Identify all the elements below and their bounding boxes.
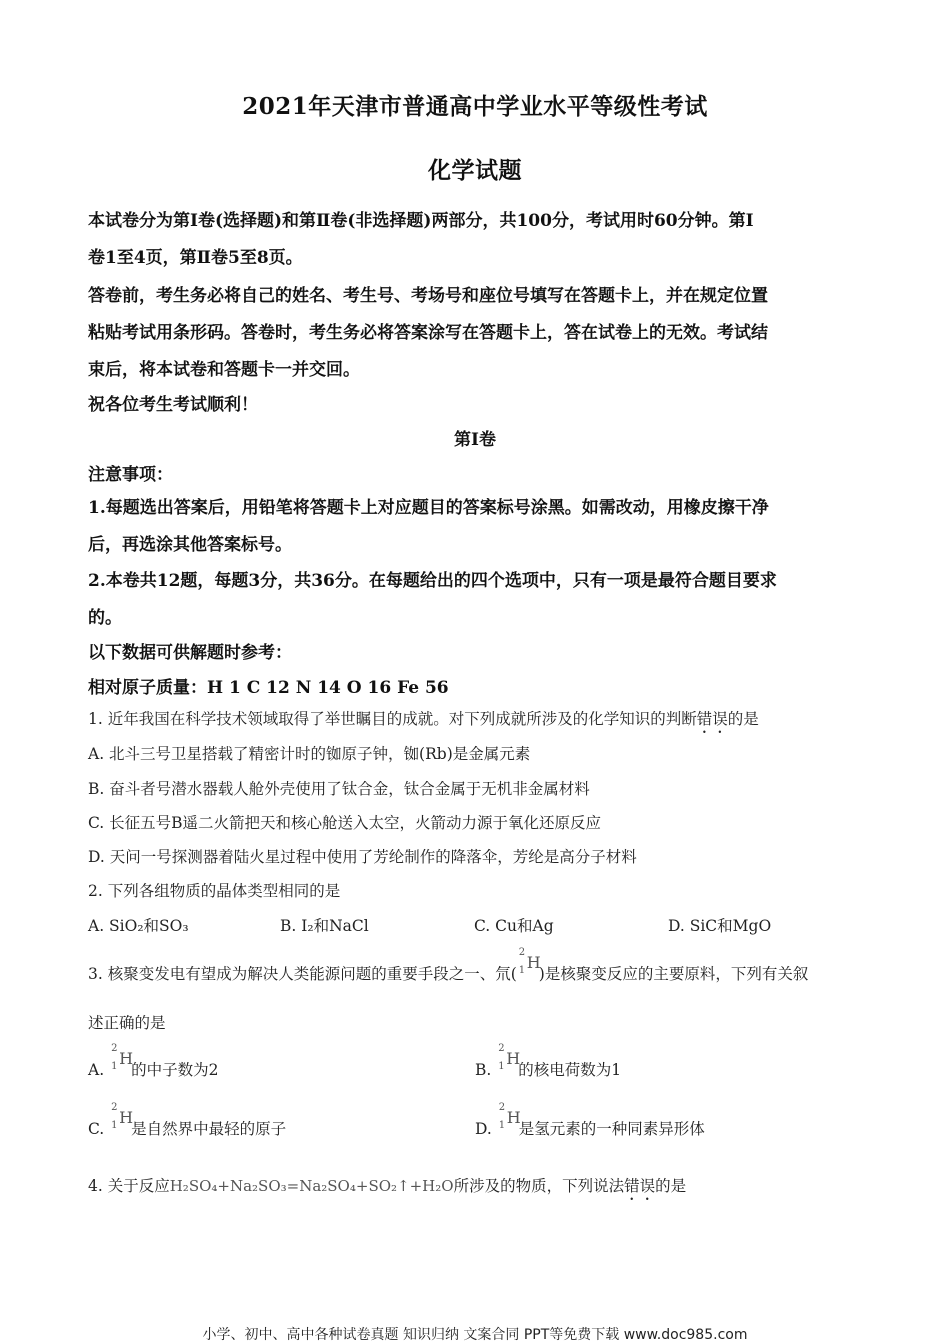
- question-2-option-a: A. SiO₂和SO₃: [88, 917, 189, 935]
- note-2b: 的。: [88, 608, 122, 628]
- question-4-stem: 4. 关于反应H₂SO₄+Na₂SO₃=Na₂SO₄+SO₂↑+H₂O所涉及的物质，下列说法错误的是: [88, 1177, 687, 1195]
- question-1-option-c: C. 长征五号B遥二火箭把天和核心舱送入太空，火箭动力源于氧化还原反应: [88, 814, 602, 832]
- intro-line-4: 粘贴考试用条形码。答卷时，考生务必将答案涂写在答题卡上，答在试卷上的无效。考试结: [88, 323, 768, 343]
- emphasis-word: 错误: [696, 710, 728, 728]
- question-1-option-a: A. 北斗三号卫星搭载了精密计时的铷原子钟，铷(Rb)是金属元素: [88, 745, 531, 763]
- page-footer: 小学、初中、高中各种试卷真题 知识归纳 文案合同 PPT等免费下载 www.doc985.com: [202, 1327, 748, 1343]
- exam-title: 2021年天津市普通高中学业水平等级性考试: [242, 93, 708, 120]
- deuterium-symbol: 2 1 H: [518, 947, 541, 976]
- question-2-option-d: D. SiC和MgO: [668, 917, 772, 935]
- deuterium-symbol: 2 1 H: [111, 1102, 134, 1131]
- chemical-equation: H₂SO₄+Na₂SO₃=Na₂SO₄+SO₂↑+H₂O: [169, 1177, 454, 1195]
- intro-line-3: 答卷前，考生务必将自己的姓名、考生号、考场号和座位号填写在答题卡上，并在规定位置: [88, 286, 768, 306]
- question-3-option-b: B. 2 1 H 的核电荷数为1: [475, 1043, 622, 1079]
- question-2-stem: 2. 下列各组物质的晶体类型相同的是: [88, 882, 341, 900]
- reference-note: 以下数据可供解题时参考：: [88, 643, 292, 663]
- question-3-stem: 3. 核聚变发电有望成为解决人类能源问题的重要手段之一、氘( 2 1 H )是核聚变反应的主要原料，下列有关叙: [88, 947, 809, 983]
- intro-line-1: 本试卷分为第Ⅰ卷(选择题)和第Ⅱ卷(非选择题)两部分，共100分，考试用时60分钟。第Ⅰ: [88, 211, 754, 231]
- emphasis-word: 错误: [624, 1177, 656, 1195]
- deuterium-symbol: 2 1 H: [498, 1043, 521, 1072]
- question-1-option-d: D. 天问一号探测器着陆火星过程中使用了芳纶制作的降落伞，芳纶是高分子材料: [88, 848, 637, 866]
- exam-subtitle: 化学试题: [428, 157, 522, 184]
- deuterium-symbol: 2 1 H: [498, 1102, 521, 1131]
- question-2-option-c: C. Cu和Ag: [474, 917, 554, 935]
- intro-line-6: 祝各位考生考试顺利！: [88, 395, 258, 415]
- question-1-stem: 1. 近年我国在科学技术领域取得了举世瞩目的成就。对下列成就所涉及的化学知识的判断错误的是: [88, 710, 759, 728]
- note-1a: 1.每题选出答案后，用铅笔将答题卡上对应题目的答案标号涂黑。如需改动，用橡皮擦干净: [88, 498, 769, 518]
- intro-line-2: 卷1至4页，第Ⅱ卷5至8页。: [88, 248, 303, 268]
- question-3-stem-cont: 述正确的是: [88, 1014, 166, 1032]
- note-2a: 2.本卷共12题，每题3分，共36分。在每题给出的四个选项中，只有一项是最符合题目要求: [88, 571, 777, 591]
- question-3-option-c: C. 2 1 H 是自然界中最轻的原子: [88, 1102, 287, 1138]
- question-2-option-b: B. I₂和NaCl: [280, 917, 369, 935]
- section-heading: 第Ⅰ卷: [454, 430, 496, 450]
- question-3-option-a: A. 2 1 H 的中子数为2: [88, 1043, 219, 1079]
- intro-line-5: 束后，将本试卷和答题卡一并交回。: [88, 360, 360, 380]
- notes-heading: 注意事项：: [88, 465, 173, 485]
- question-3-option-d: D. 2 1 H 是氢元素的一种同素异形体: [475, 1102, 705, 1138]
- deuterium-symbol: 2 1 H: [111, 1043, 134, 1072]
- atomic-masses: 相对原子质量：H 1 C 12 N 14 O 16 Fe 56: [88, 678, 449, 698]
- note-1b: 后，再选涂其他答案标号。: [88, 535, 292, 555]
- question-1-option-b: B. 奋斗者号潜水器载人舱外壳使用了钛合金，钛合金属于无机非金属材料: [88, 780, 590, 798]
